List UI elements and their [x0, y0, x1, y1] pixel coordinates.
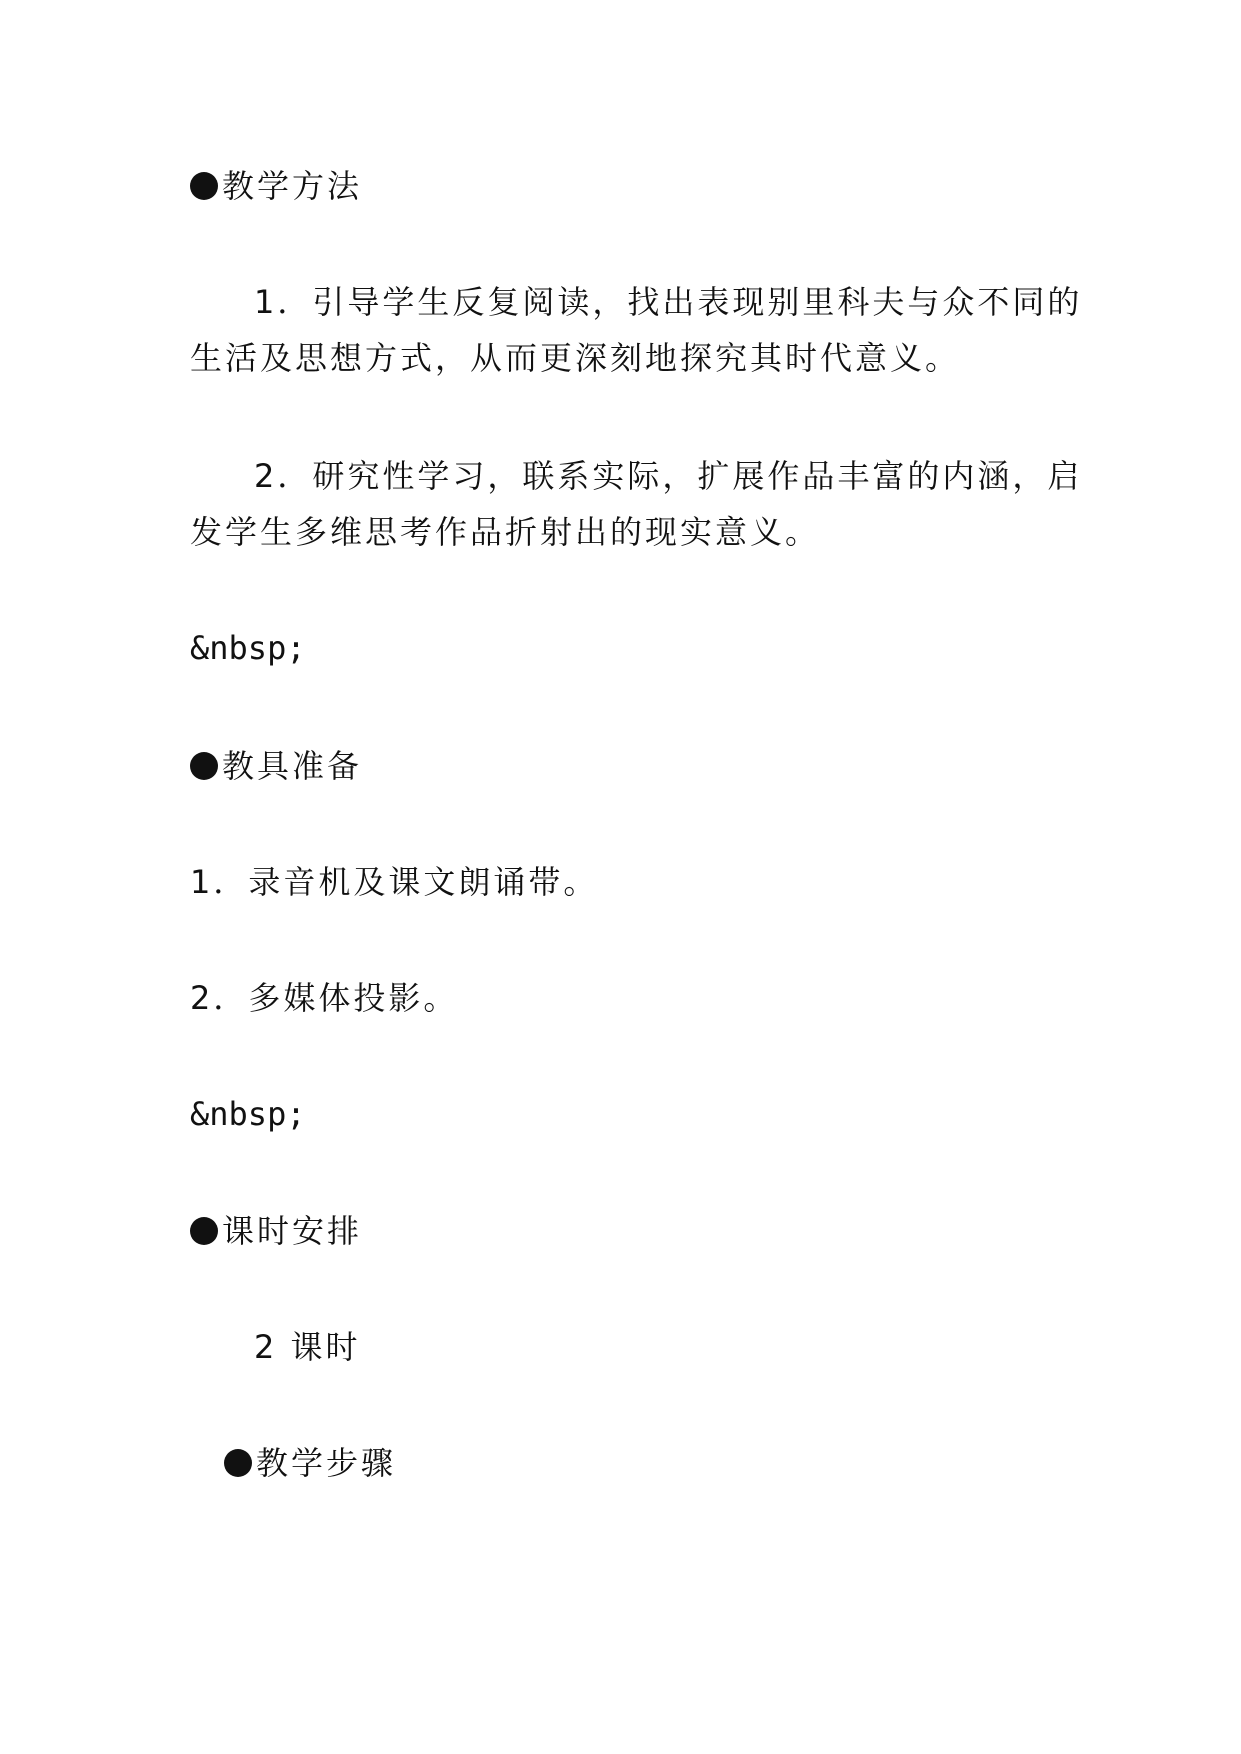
nbsp-text-2: &nbsp;	[190, 1095, 306, 1133]
schedule-value: 2 课时	[254, 1328, 361, 1366]
bullet-icon	[190, 172, 218, 200]
methods-item-2-line-2: 发学生多维思考作品折射出的现实意义。	[190, 513, 821, 551]
methods-item-1-line-1: 1．引导学生反复阅读，找出表现别里科夫与众不同的	[254, 283, 1083, 321]
tools-item-2: 2．多媒体投影。	[190, 979, 459, 1017]
methods-item-2-line-1: 2．研究性学习，联系实际，扩展作品丰富的内涵，启	[254, 457, 1083, 495]
methods-item-1-line-2: 生活及思想方式，从而更深刻地探究其时代意义。	[190, 339, 961, 377]
bullet-icon	[190, 1217, 218, 1245]
methods-heading: 教学方法	[190, 166, 362, 206]
schedule-heading: 课时安排	[190, 1211, 362, 1251]
tools-item-1: 1．录音机及课文朗诵带。	[190, 863, 599, 901]
steps-heading: 教学步骤	[224, 1443, 396, 1483]
bullet-icon	[224, 1449, 252, 1477]
nbsp-text-1: &nbsp;	[190, 629, 306, 667]
bullet-icon	[190, 752, 218, 780]
tools-heading: 教具准备	[190, 746, 362, 786]
